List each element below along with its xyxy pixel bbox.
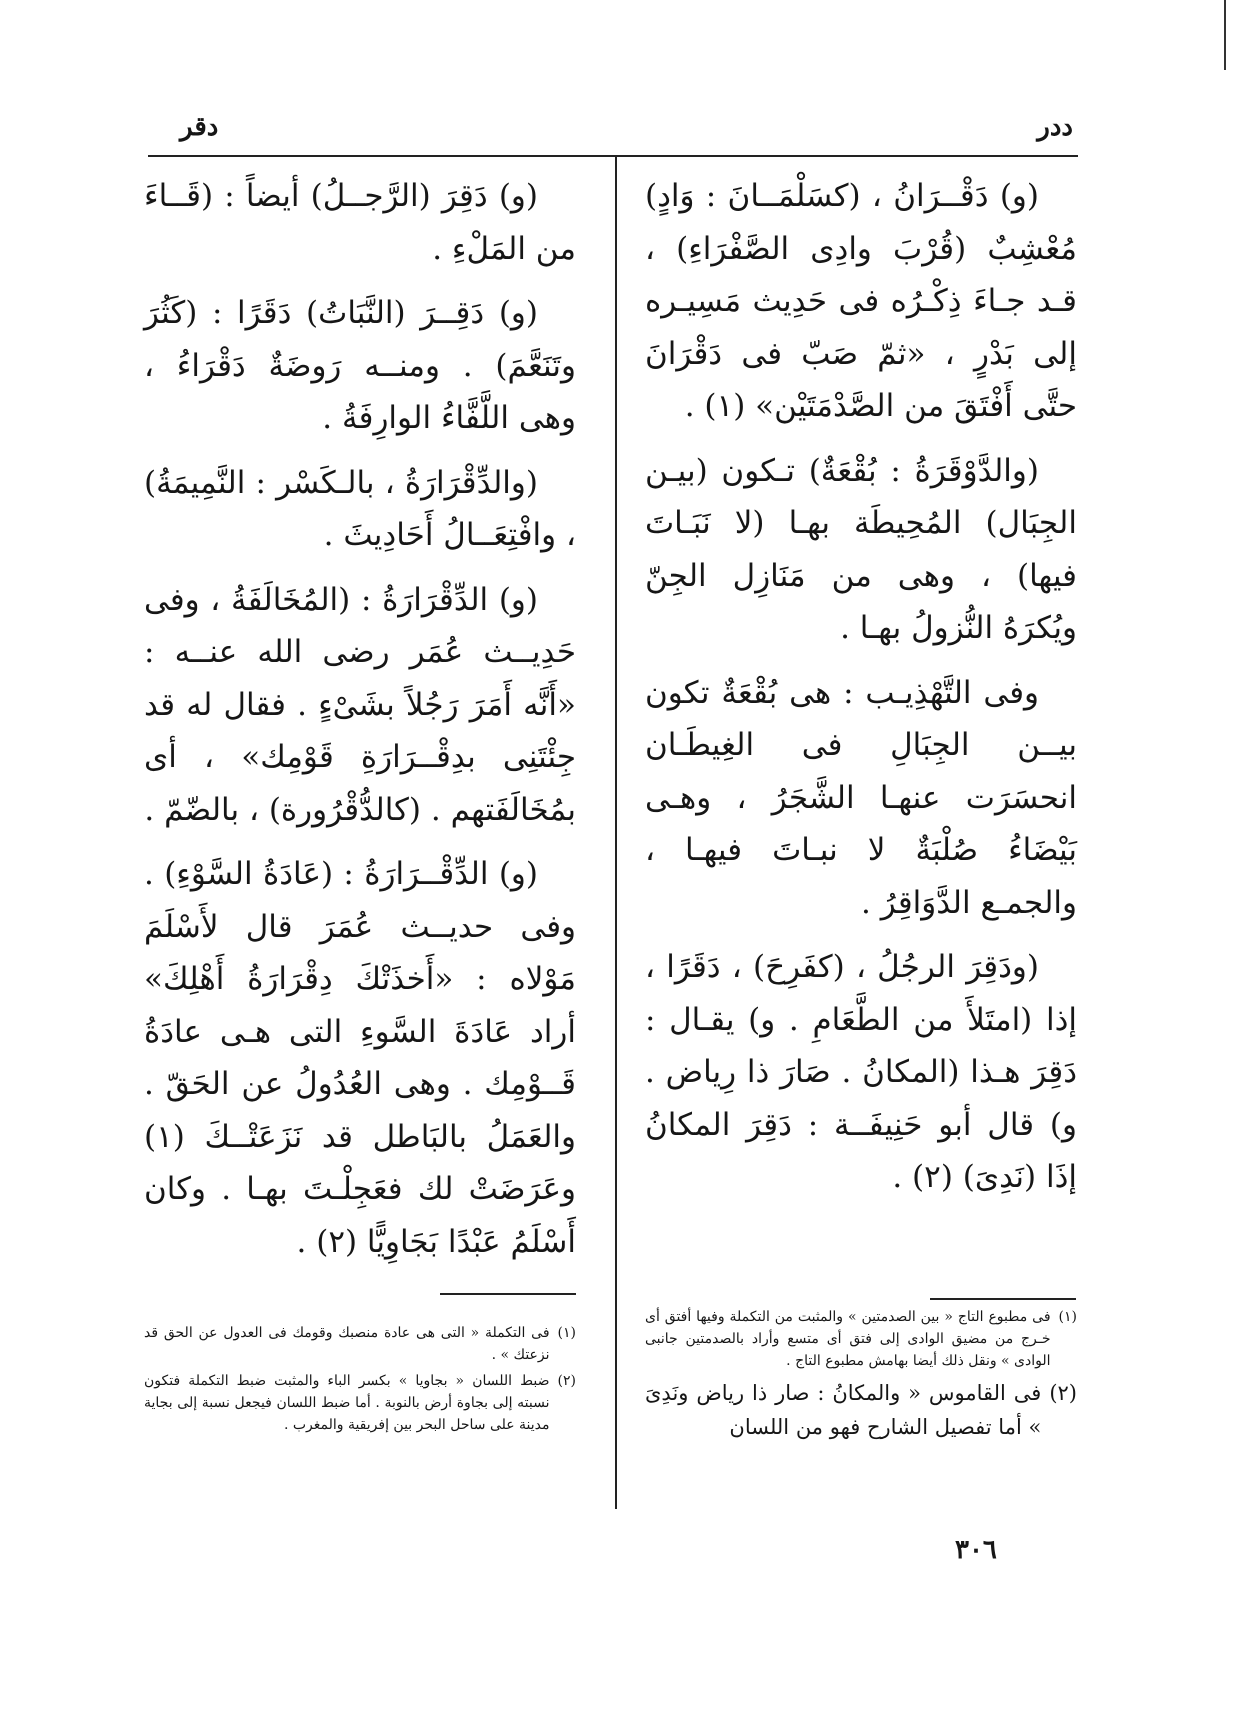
page-number: ٣٠٦	[955, 1535, 997, 1565]
header-rule	[148, 155, 1078, 157]
footnotes-left	[144, 1322, 576, 1440]
footnote-text: فى مطبوع التاج « بين الصدمتين » والمثبت من التكملة وفيها أفتق أى خـرج من مضيق الوادى إلى فتق أى متسع وأراد بالصدمتين جانبى الوادى » ونقل ذلك أيضا بهامش مطبوع التاج .	[645, 1309, 1051, 1369]
entry-paragraph: (والدِّقْرَارَةُ ، بالـكَسْر : النَّمِيمَةُ) ، وافْتِعَــالُ أَحَادِيثَ .	[144, 464, 576, 553]
column-divider	[615, 157, 617, 1509]
footnotes-right	[645, 1306, 1077, 1448]
entry-paragraph: (و) الدِّقْرَارَةُ : (المُخَالَفَةُ ، وفى حَدِيــث عُمَر رضى الله عنــه : «أَنَّه أَمَرَ رَجُلاً بشَىْءٍ . فقال له قد جِئْتَنِى بدِقْــرَارَةِ قَوْمِك» ، أى بمُخَالَفَتهم . (كالدُّقْرُورة) ، بالضّمّ .	[144, 581, 576, 828]
footnote-text: ضبط اللسان « بجاويا » بكسر الباء والمثبت ضبط التكملة فتكون نسبته إلى بجاوة أرض بالنوبة . أما ضبط اللسان فيجعل نسبة إلى بجاية مدينة على ساحل البحر بين إفريقية والمغرب .	[144, 1373, 550, 1433]
footnote-number: (١)	[1058, 1309, 1077, 1325]
scan-edge-mark	[1224, 0, 1226, 70]
running-head-left: دقر	[180, 112, 219, 142]
footnote-number: (١)	[557, 1325, 576, 1341]
footnote-text: فى التكملة « التى هى عادة منصبك وقومك فى العدول عن الحق قد نزعتك » .	[144, 1325, 550, 1363]
entry-paragraph: (و) دَقِرَ (الرَّجــلُ) أيضاً : (قَــاءَ من المَلْءِ .	[144, 178, 576, 267]
footnote-number: (٢)	[557, 1373, 576, 1389]
entry-paragraph: (و) دَقْــرَانُ ، (كسَلْمَــانَ : وَادٍ) مُعْشِبٌ (قُرْبَ وادِى الصَّفْرَاءِ) ، قـد جـاءَ ذِكْـرُه فى حَدِيث مَسِيـره إلى بَدْرٍ ، «ثمّ صَبّ فى دَقْرَانَ حتَّى أَفْتَقَ من الصَّدْمَتَيْن» (١) .	[645, 178, 1077, 424]
entry-paragraph: (و) الدِّقْــرَارَةُ : (عَادَةُ السَّوْءِ) . وفى حديــث عُمَرَ قال لأَسْلَمَ مَوْلاه : «أَخذَتْكَ دِقْرَارَةُ أَهْلِكَ» أراد عَادَةَ السَّوءِ التى هـى عادَةُ قَــوْمِك . وهى العُدُولُ عن الحَقّ . والعَمَلُ بالبَاطل قد نَزَعَتْــكَ (١) وعَرَضَتْ لك فعَجِلْـتَ بهـا . وكان أَسْلَمُ عَبْدًا بَجَاوِيًّا (٢) .	[144, 856, 576, 1260]
entry-paragraph: (والدَّوْقَرَةُ : بُقْعَةٌ) تـكون (بيـن الجِبَال) المُحِيطَة بهـا (لا نَبَـاتَ فيها) ، وهى من مَنَازِل الجِنّ ويُكرَهُ النُّزولُ بهـا .	[645, 452, 1077, 646]
entry-paragraph: (و) دَقِــرَ (النَّبَاتُ) دَقَرًا : (كَثُرَ وتَنَعَّمَ) . ومنــه رَوضَةٌ دَقْرَاءُ ، وهى اللَّفَّاءُ الوارِفَةُ .	[144, 295, 576, 436]
footnote-number: (٢)	[1049, 1381, 1077, 1405]
left-column	[144, 170, 576, 1280]
footnote	[645, 1306, 1077, 1372]
entry-paragraph: (ودَقِرَ الرجُلُ ، (كفَرِحَ) ، دَقَرًا ، إذا (امتَلأَ من الطَّعَامِ . و) يقـال : دَقِرَ هـذا (المكانُ . صَارَ ذا رِياض . و) قال أبو حَنِيفَــة : دَقِرَ المكانُ إذَا (نَدِىَ) (٢) .	[645, 949, 1077, 1195]
footnote	[144, 1370, 576, 1436]
right-column	[645, 170, 1077, 1216]
footnote-rule-right	[930, 1298, 1076, 1300]
entry-paragraph: وفى التَّهْذِيـب : هى بُقْعَةٌ تكون بيــن الجِبَالِ فى الغِيطَـان انحسَرَت عنهـا الشَّجَرُ ، وهـى بَيْضَاءُ صُلْبَةٌ لا نبـاتَ فيهـا ، والجمـع الدَّوَاقِرُ .	[645, 674, 1077, 921]
footnote	[645, 1376, 1077, 1444]
footnote-text: فى القاموس « والمكانُ : صار ذا رياض ونَدِىَ » أما تفصيل الشارح فهو من اللسان	[645, 1381, 1042, 1439]
footnote-rule-left	[440, 1293, 576, 1295]
running-head-right: ددر	[1037, 112, 1073, 142]
footnote	[144, 1322, 576, 1366]
